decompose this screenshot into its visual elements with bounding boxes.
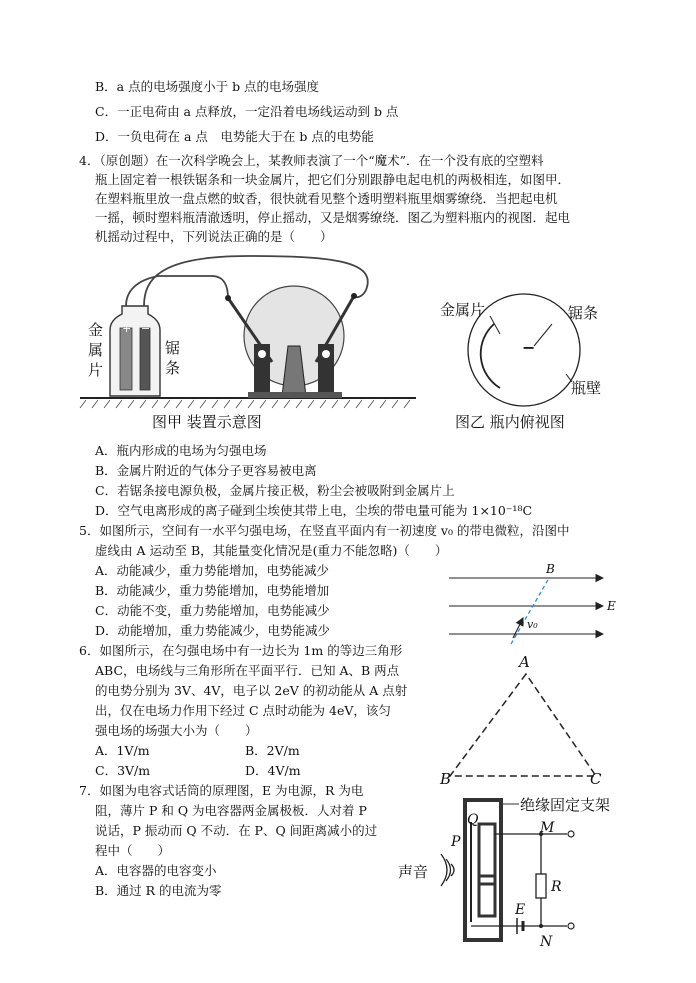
field-e-label: E — [607, 599, 616, 613]
v0-label: v₀ — [527, 618, 538, 631]
label-insulating-bracket: 绝缘固定支架 — [520, 796, 611, 814]
resistor-r-label: R — [551, 879, 562, 895]
minus-sign: − — [141, 322, 151, 335]
q6-option-a: A．1V/m — [95, 743, 150, 758]
q5-stem-line-2: 虚线由 A 运动至 B，其能量变化情况是(重力不能忽略)（ ） — [95, 543, 448, 558]
q5-stem-line-1: 5．如图所示，空间有一水平匀强电场，在竖直平面内有一初速度 v₀ 的带电微粒，沿图中 — [79, 523, 570, 538]
label-metal-sheet-b: 金属片 — [440, 301, 486, 319]
q6-stem-line-2: ABC，电场线与三角形所在平面平行．已知 A、B 两点 — [95, 663, 400, 678]
q7-stem-line-3: 说话，P 振动而 Q 不动．在 P、Q 间距离减小的过 — [95, 823, 378, 838]
q4-option-b: B．金属片附近的气体分子更容易被电离 — [95, 463, 317, 478]
q7-option-b: B．通过 R 的电流为零 — [95, 883, 222, 898]
q6-option-b: B．2V/m — [245, 743, 300, 758]
q6-stem-line-5: 强电场的场强大小为（ ） — [95, 723, 258, 738]
q4-stem-line-4: 一摇，顿时塑料瓶清澈透明，停止摇动，又是烟雾缭绕．图乙为塑料瓶内的视图．起电 — [95, 210, 571, 225]
q6-stem-line-3: 的电势分别为 3V、4V，电子以 2eV 的初动能从 A 点射 — [95, 683, 408, 698]
q4-option-c: C．若锯条接电源负极，金属片接正极，粉尘会被吸附到金属片上 — [95, 483, 455, 498]
terminal-n-label: N — [540, 934, 553, 950]
label-saw-a-1: 锯 — [165, 339, 181, 357]
q4-stem-line-1: 4．（原创题）在一次科学晚会上，某教师表演了一个“魔术”．在一个没有底的空塑料 — [79, 153, 544, 168]
q5-option-b: B．动能减少，重力势能增加，电势能增加 — [95, 583, 330, 598]
label-metal-sheet-a-1: 金 — [88, 321, 104, 339]
plate-p-label: P — [451, 834, 461, 850]
q5-option-c: C．动能不变，重力势能增加，电势能减少 — [95, 603, 330, 618]
q4-stem-line-5: 机摇动过程中，下列说法正确的是（ ） — [95, 229, 333, 244]
label-saw-a-2: 条 — [165, 359, 181, 377]
q6-stem-line-4: 出，仅在电场力作用下经过 C 点时动能为 4eV，该匀 — [95, 703, 391, 718]
q3-option-c: C．一正电荷由 a 点释放，一定沿着电场线运动到 b 点 — [95, 104, 399, 119]
q3-option-b: B．a 点的电场强度小于 b 点的电场强度 — [95, 79, 320, 94]
plate-q-label: Q — [467, 812, 479, 828]
q4-stem-line-3: 在塑料瓶里放一盘点燃的蚊香，很快就看见整个透明塑料瓶里烟雾缭绕．当把起电机 — [95, 191, 558, 206]
q7-stem-line-4: 程中（ ） — [95, 843, 171, 858]
q7-stem-line-2: 阻，薄片 P 和 Q 为电容器两金属极板．人对着 P — [95, 803, 367, 818]
vertex-a-label: A — [519, 653, 530, 671]
q5-option-a: A．动能减少，重力势能增加，电势能减少 — [95, 563, 330, 578]
label-saw-b: 锯条 — [568, 304, 599, 322]
q7-option-a: A．电容器的电容变小 — [95, 863, 217, 878]
point-b-label: B — [546, 562, 555, 576]
q4-stem-line-2: 瓶上固定着一根铁锯条和一块金属片，把它们分别跟静电起电机的两极相连，如图甲． — [95, 172, 571, 187]
plus-sign: + — [122, 322, 132, 335]
q3-option-d: D．一负电荷在 a 点 电势能大于在 b 点的电势能 — [95, 129, 374, 144]
figure-a-caption: 图甲 装置示意图 — [152, 413, 262, 431]
vertex-c-label: C — [590, 770, 602, 788]
q5-figure-field — [445, 562, 615, 652]
label-sound: 声音 — [398, 863, 429, 881]
q4-option-d: D．空气电离形成的离子碰到尘埃使其带上电，尘埃的带电量可能为 1×10⁻¹⁸C — [95, 503, 533, 518]
q4-option-a: A．瓶内形成的电场为匀强电场 — [95, 443, 267, 458]
q6-stem-line-1: 6．如图所示，在匀强电场中有一边长为 1m 的等边三角形 — [79, 643, 403, 658]
vertex-b-label: B — [440, 770, 452, 788]
label-bottle-wall: 瓶壁 — [571, 379, 602, 397]
q7-stem-line-1: 7．如图为电容式话筒的原理图，E 为电源，R 为电 — [79, 783, 364, 798]
q6-option-d: D．4V/m — [245, 763, 301, 778]
label-metal-sheet-a-3: 片 — [88, 361, 104, 379]
minus-sign-top: − — [522, 338, 536, 357]
terminal-m-label: M — [540, 820, 555, 836]
q6-figure-triangle — [440, 652, 620, 788]
q5-option-d: D．动能增加，重力势能减少，电势能减少 — [95, 623, 331, 638]
source-e-label: E — [515, 902, 526, 918]
q6-option-c: C．3V/m — [95, 763, 151, 778]
label-metal-sheet-a-2: 属 — [88, 341, 104, 359]
figure-b-caption: 图乙 瓶内俯视图 — [455, 413, 565, 431]
